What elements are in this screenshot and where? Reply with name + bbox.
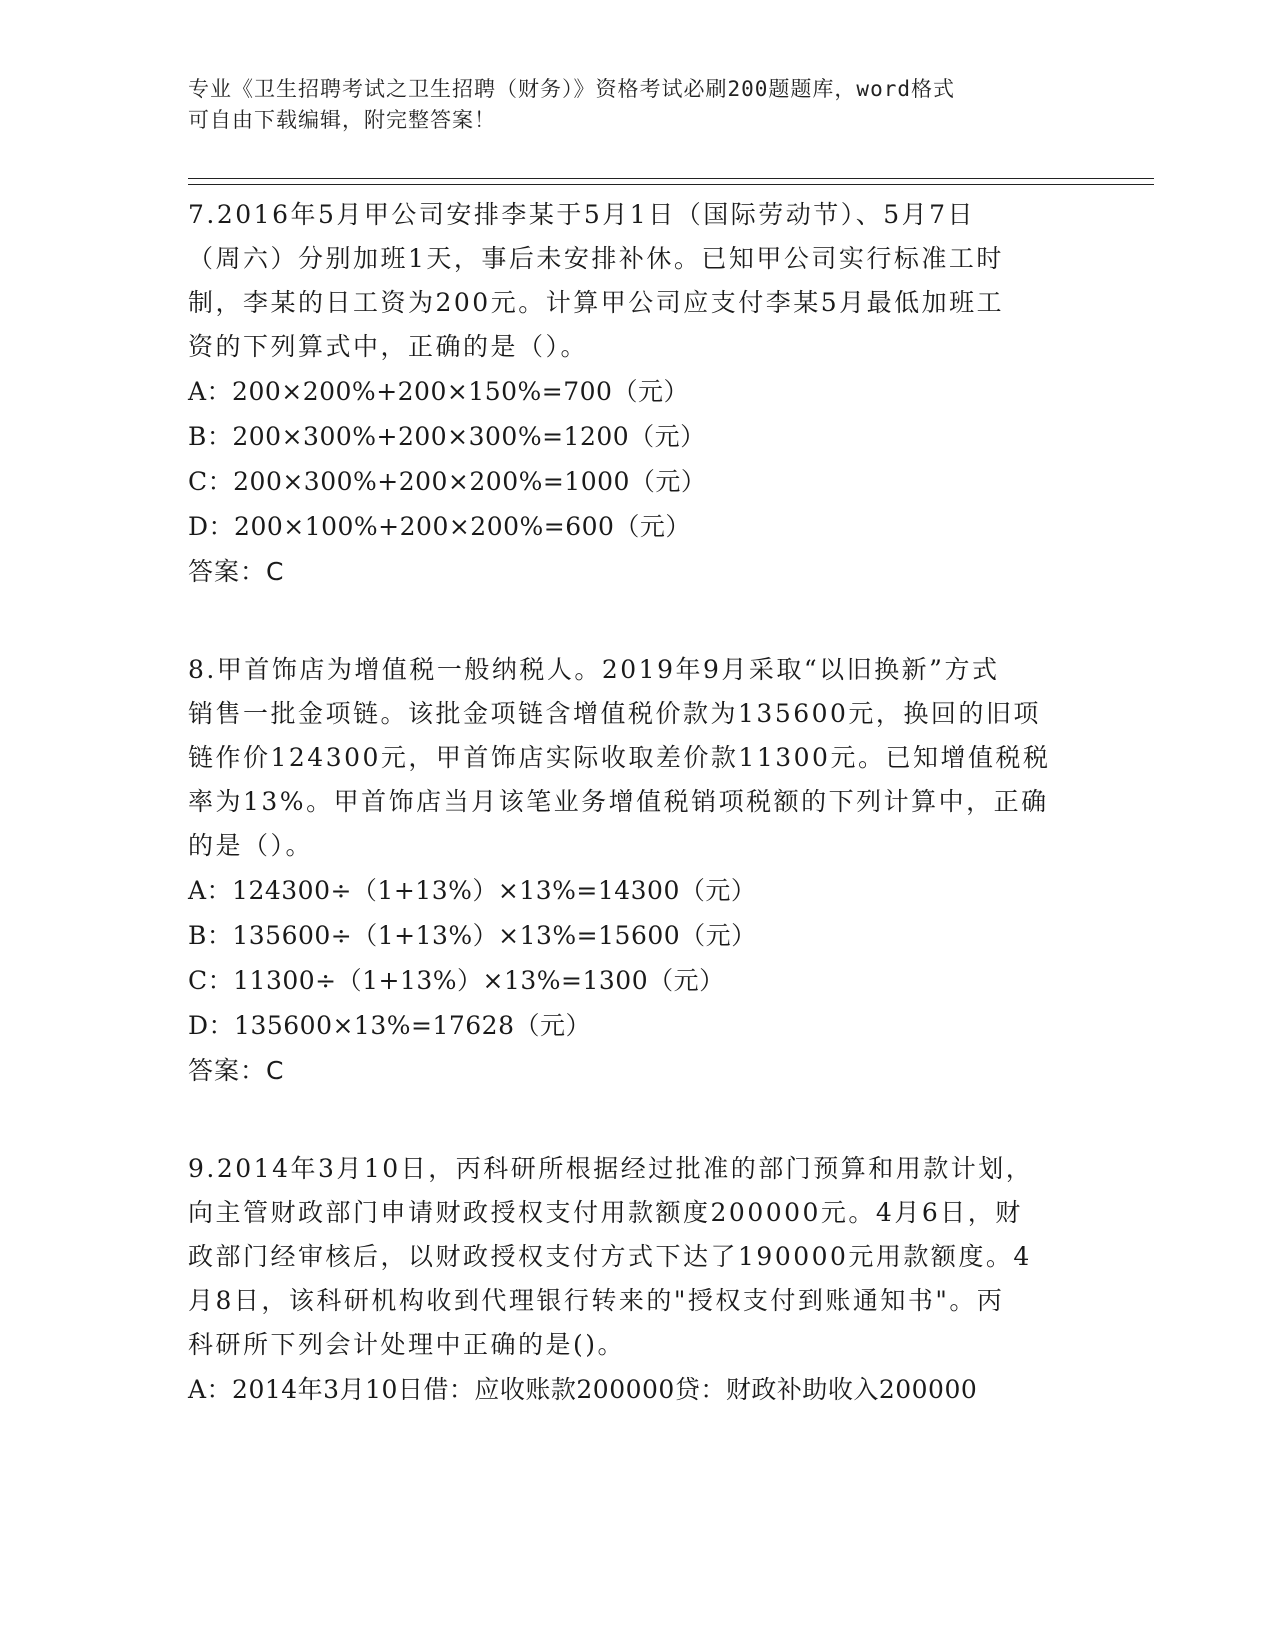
document-body [188, 193, 1088, 1412]
option-c: C：11300÷（1+13%）×13%=1300（元） [188, 966, 725, 995]
question-stem-line: 政部门经审核后，以财政授权支付方式下达了190000元用款额度。4 [188, 1242, 1032, 1271]
header-line-2: 可自由下载编辑，附完整答案！ [188, 108, 496, 132]
answer: 答案：C [188, 1056, 285, 1085]
option-b: B：135600÷（1+13%）×13%=15600（元） [188, 921, 757, 950]
header-rule-bottom [188, 184, 1154, 185]
question-stem-line: 资的下列算式中，正确的是（）。 [188, 332, 589, 361]
question-stem-line: 科研所下列会计处理中正确的是()。 [188, 1330, 626, 1359]
question-stem-line: 链作价124300元，甲首饰店实际收取差价款11300元。已知增值税税 [188, 743, 1051, 772]
header-line-1: 专业《卫生招聘考试之卫生招聘（财务）》资格考试必刷200题题库，word格式 [188, 77, 955, 101]
question-stem-line: 7.2016年5月甲公司安排李某于5月1日（国际劳动节）、5月7日 [188, 200, 976, 229]
option-a: A：2014年3月10日借：应收账款200000贷：财政补助收入200000 [188, 1375, 978, 1404]
question-stem-line: 的是（）。 [188, 831, 314, 860]
question-spacer [188, 594, 1088, 648]
answer: 答案：C [188, 557, 285, 586]
question-9 [188, 1147, 1088, 1412]
question-stem-line: 率为13%。甲首饰店当月该笔业务增值税销项税额的下列计算中，正确 [188, 787, 1049, 816]
question-stem-line: 向主管财政部门申请财政授权支付用款额度200000元。4月6日，财 [188, 1198, 1023, 1227]
question-stem-line: （周六）分别加班1天，事后未安排补休。已知甲公司实行标准工时 [188, 244, 1004, 273]
option-a: A：124300÷（1+13%）×13%=14300（元） [188, 876, 757, 905]
question-stem-line: 制，李某的日工资为200元。计算甲公司应支付李某5月最低加班工 [188, 288, 1005, 317]
header-rule-top [188, 178, 1154, 179]
option-b: B：200×300%+200×300%=1200（元） [188, 422, 706, 451]
question-8 [188, 648, 1088, 1093]
document-header [188, 74, 1088, 136]
question-stem-line: 8.甲首饰店为增值税一般纳税人。2019年9月采取“以旧换新”方式 [188, 655, 1000, 684]
question-stem-line: 销售一批金项链。该批金项链含增值税价款为135600元，换回的旧项 [188, 699, 1041, 728]
question-spacer [188, 1093, 1088, 1147]
option-c: C：200×300%+200×200%=1000（元） [188, 467, 707, 496]
option-a: A：200×200%+200×150%=700（元） [188, 377, 689, 406]
option-d: D：200×100%+200×200%=600（元） [188, 512, 691, 541]
option-d: D：135600×13%=17628（元） [188, 1011, 591, 1040]
question-stem-line: 月8日，该科研机构收到代理银行转来的"授权支付到账通知书"。丙 [188, 1286, 1005, 1315]
question-7 [188, 193, 1088, 594]
question-stem-line: 9.2014年3月10日，丙科研所根据经过批准的部门预算和用款计划， [188, 1154, 1034, 1183]
